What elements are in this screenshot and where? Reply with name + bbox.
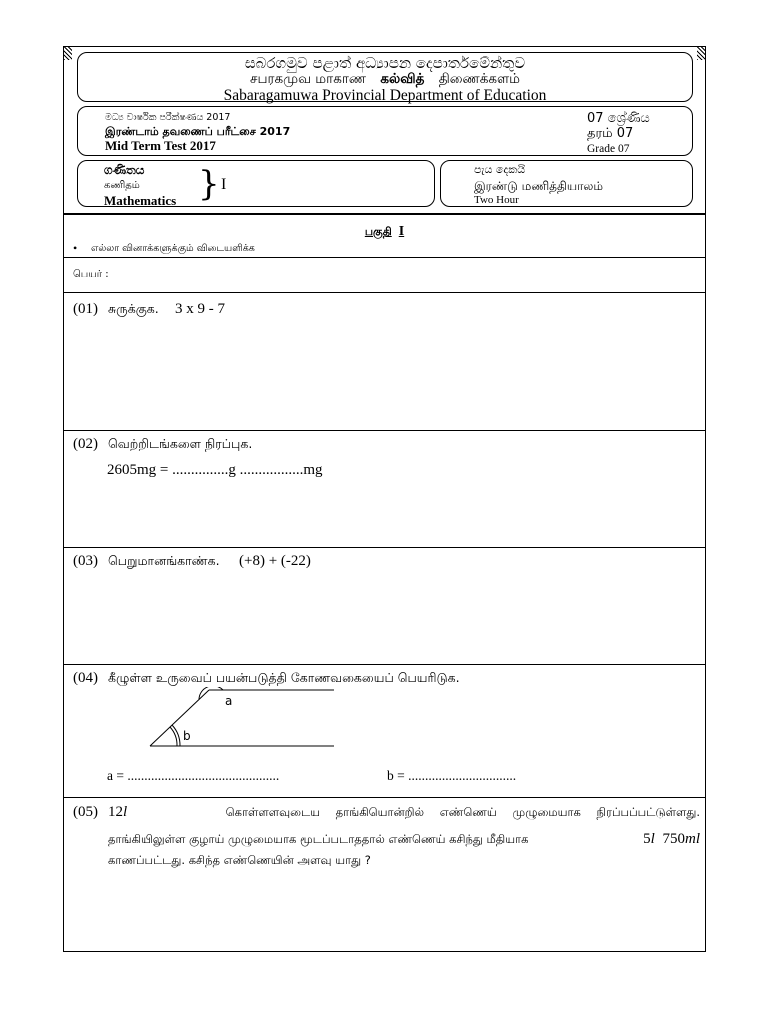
q4-answer-a: a = ............................................. (107, 768, 280, 783)
q5-quantity-total (108, 805, 127, 820)
divider-instruction (64, 257, 705, 258)
name-label: பெயர் : (73, 269, 109, 280)
q3-expression: (+8) + (-22) (239, 553, 311, 569)
department-header-box (77, 52, 693, 102)
duration-tamil: இரண்டு மணித்தியாலம் (474, 179, 603, 193)
subject-tamil: கணிதம் (104, 180, 140, 191)
q5-line-1 (108, 805, 700, 820)
q5-line1-text: கொள்ளளவுடைய தாங்கியொன்றில் எண்ணெய் முழுமையாக நிரப்பப்பட்டுள்ளது. (225, 805, 700, 819)
instruction-text: எல்லா வினாக்களுக்கும் விடையளிக்க (91, 243, 255, 254)
subject-brace: } (198, 164, 220, 204)
duration-sinhala: පැය දෙකයි (474, 163, 526, 176)
q5-line-2 (108, 832, 700, 847)
part-heading (64, 223, 705, 239)
q5-qty2a-value: 5 (643, 831, 651, 847)
q5-quantity-remaining (643, 832, 700, 847)
q5-line3-text: காணப்பட்டது. கசிந்த எண்ணெயின் அளவு யாது ? (108, 853, 371, 867)
part-label: பகுதி (364, 225, 392, 238)
exam-title-tamil: இரண்டாம் தவணைப் பரீட்சை 2017 (105, 125, 291, 138)
corner-pattern-top-right (697, 47, 705, 60)
q3-number: (03) (73, 553, 98, 569)
department-tamil-bold: கல்வித் (380, 71, 425, 87)
exam-sheet (63, 46, 706, 952)
divider-q4 (64, 797, 705, 798)
grade-tamil: தரம் 07 (587, 126, 634, 141)
q4-text: கீழுள்ள உருவைப் பயன்படுத்தி கோணவகையைப் பெயரிடுக. (108, 670, 460, 685)
exam-title-sinhala: මධ්‍ය වාර්ෂික පරීක්ෂණය 2017 (105, 112, 231, 123)
q1-expression: 3 x 9 - 7 (175, 301, 225, 317)
divider-q1 (64, 430, 705, 431)
angle-figure (144, 687, 344, 752)
q4-number: (04) (73, 670, 98, 686)
subject-box (77, 160, 435, 207)
divider-q2 (64, 547, 705, 548)
angle-label-b: b (183, 729, 191, 743)
subject-sinhala: ගණිතය (104, 163, 145, 177)
q5-qty1-value: 12 (108, 804, 123, 820)
department-name-sinhala: සබරගමුව පළාත් අධ්‍යාපන දෙපාර්තමේන්තුව (244, 54, 526, 72)
q1-text: சுருக்குக. (108, 301, 159, 316)
corner-pattern-top-left (64, 47, 72, 60)
angle-label-a: a (225, 694, 233, 708)
part-number: I (398, 224, 405, 239)
department-tamil-part1: சபரகமுவ மாகாண (249, 71, 367, 87)
q5-number: (05) (73, 804, 98, 820)
exam-title-english: Mid Term Test 2017 (105, 138, 216, 153)
q2-text: வெற்றிடங்களை நிரப்புக. (108, 436, 253, 451)
duration-english: Two Hour (474, 194, 519, 206)
department-name-tamil (78, 73, 692, 87)
q3-text: பெறுமானங்காண்க. (108, 553, 220, 568)
department-tamil-part2: திணைக்களம் (438, 71, 521, 87)
exam-info-box (77, 106, 693, 156)
q2-number: (02) (73, 436, 98, 452)
q5-qty2b-unit: ml (685, 831, 700, 847)
grade-sinhala: 07 ශ්‍රේණිය (587, 111, 650, 126)
department-name-english: Sabaragamuwa Provincial Department of Education (223, 87, 547, 104)
subject-english: Mathematics (104, 193, 177, 208)
angle-arc-b-outer (172, 725, 180, 746)
q1-number: (01) (73, 301, 98, 317)
q5-line2-text: தாங்கியிலுள்ள குழாய் முழுமையாக மூடப்படாததால் எண்ணெய் கசிந்து மீதியாக (108, 832, 529, 846)
grade-english: Grade 07 (587, 143, 630, 155)
duration-box (440, 160, 693, 207)
q5-qty1-unit: l (123, 804, 128, 820)
q4-answer-b: b = ................................ (387, 768, 517, 783)
divider-q3 (64, 664, 705, 665)
instruction-bullet: • (73, 241, 78, 255)
q2-conversion: 2605mg = ...............g .................mg (107, 462, 323, 478)
paper-number: I (221, 176, 227, 193)
q5-qty2a-unit: l (650, 831, 655, 847)
angle-arc-a (199, 687, 223, 699)
q5-qty2b-value: 750 (662, 831, 685, 847)
divider-header (64, 213, 705, 215)
divider-name (64, 292, 705, 293)
